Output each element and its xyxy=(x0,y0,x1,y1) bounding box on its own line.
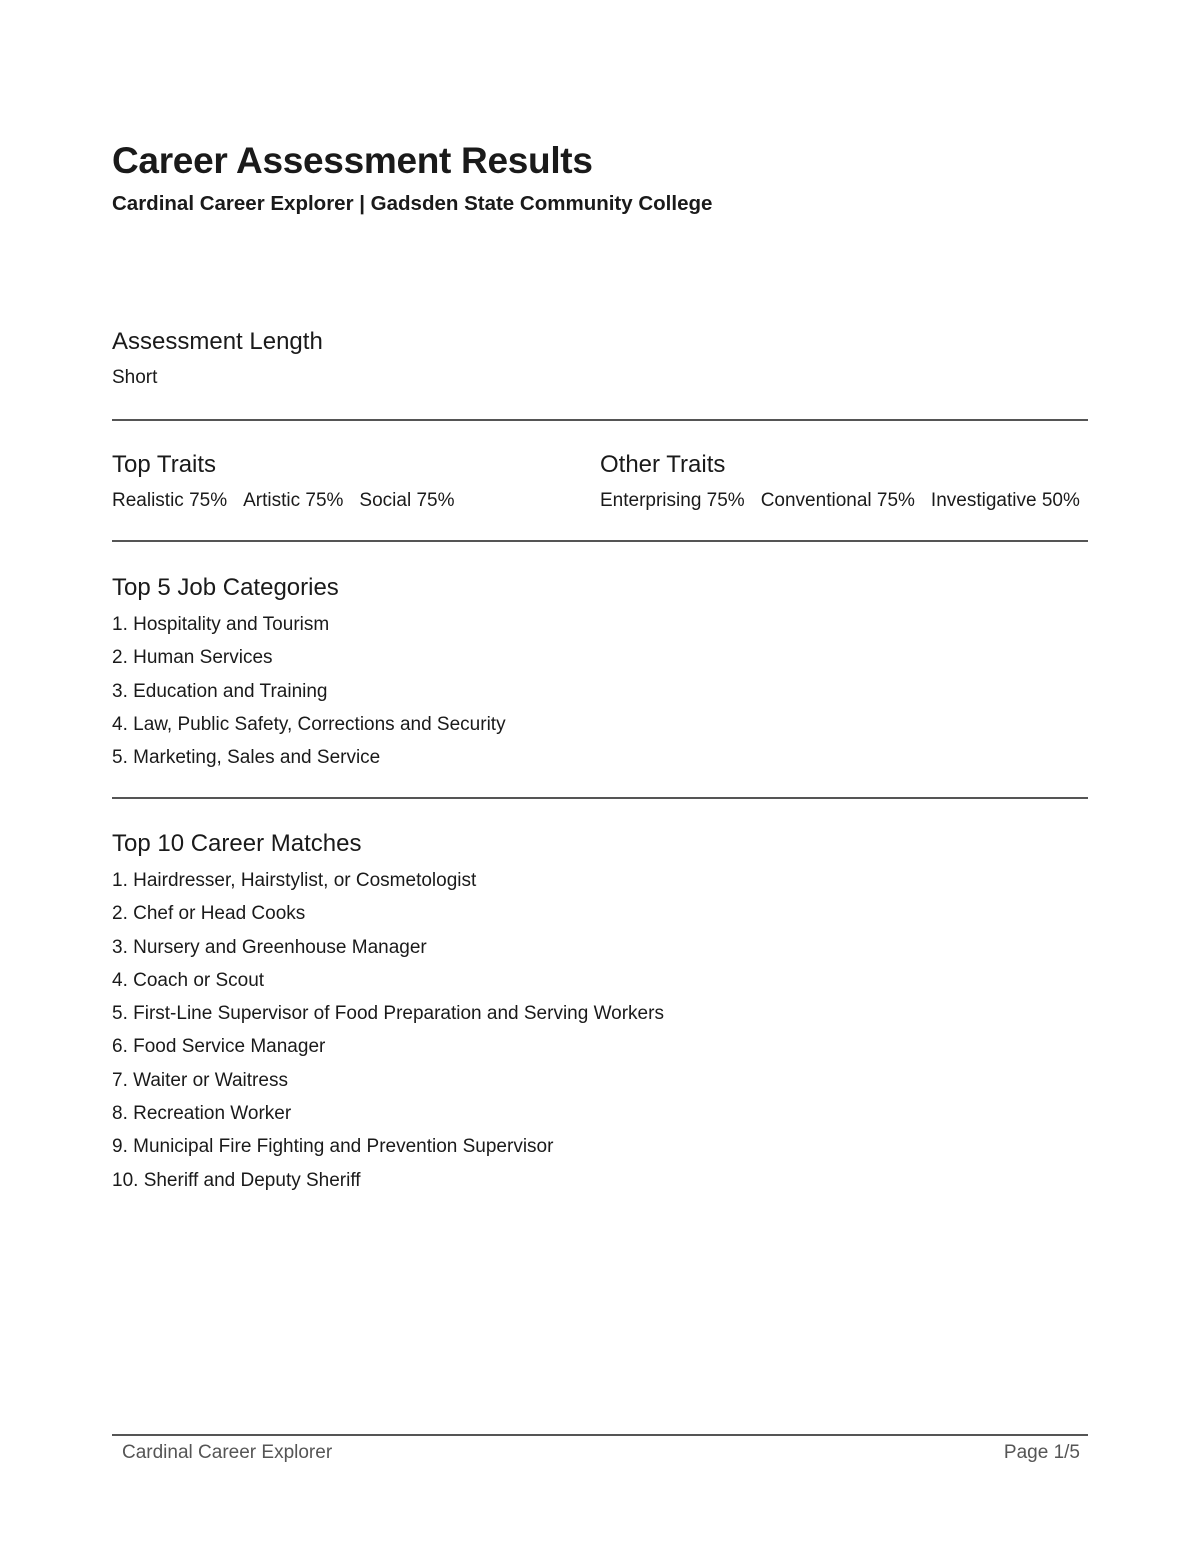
list-item: 3. Nursery and Greenhouse Manager xyxy=(112,936,427,958)
section-divider xyxy=(112,540,1088,542)
job-categories-list xyxy=(112,613,506,779)
list-item: 5. First-Line Supervisor of Food Preparation and Serving Workers xyxy=(112,1003,664,1025)
page-title: Career Assessment Results xyxy=(112,140,593,181)
page-subtitle: Cardinal Career Explorer | Gadsden State Community College xyxy=(112,192,713,215)
assessment-length-value: Short xyxy=(112,367,158,388)
list-item: 2. Chef or Head Cooks xyxy=(112,903,306,925)
list-item: 1. Hairdresser, Hairstylist, or Cosmetologist xyxy=(112,870,477,891)
top-trait-item: Social 75% xyxy=(359,490,455,511)
footer-app-name: Cardinal Career Explorer xyxy=(122,1442,333,1463)
section-divider xyxy=(112,419,1088,421)
list-item: 9. Municipal Fire Fighting and Prevention Supervisor xyxy=(112,1136,554,1158)
other-traits-heading: Other Traits xyxy=(600,451,726,478)
job-categories-heading: Top 5 Job Categories xyxy=(112,574,339,601)
other-traits-list xyxy=(600,490,1080,512)
top-trait-item: Artistic 75% xyxy=(243,490,344,511)
career-matches-list xyxy=(112,869,664,1202)
assessment-length-heading: Assessment Length xyxy=(112,328,323,355)
page-number: Page 1/5 xyxy=(1003,1442,1080,1463)
footer-divider xyxy=(112,1434,1088,1436)
list-item: 6. Food Service Manager xyxy=(112,1036,326,1058)
list-item: 4. Law, Public Safety, Corrections and Security xyxy=(112,713,506,735)
list-item: 2. Human Services xyxy=(112,647,273,669)
section-divider xyxy=(112,797,1088,799)
other-trait-item: Enterprising 75% xyxy=(600,490,745,511)
list-item: 3. Education and Training xyxy=(112,680,328,702)
list-item: 10. Sheriff and Deputy Sheriff xyxy=(112,1169,361,1191)
list-item: 8. Recreation Worker xyxy=(112,1103,292,1125)
list-item: 1. Hospitality and Tourism xyxy=(112,614,330,635)
career-matches-heading: Top 10 Career Matches xyxy=(112,830,362,857)
top-traits-list xyxy=(112,490,454,512)
list-item: 7. Waiter or Waitress xyxy=(112,1069,288,1091)
other-trait-item: Investigative 50% xyxy=(930,490,1080,511)
list-item: 5. Marketing, Sales and Service xyxy=(112,747,381,769)
list-item: 4. Coach or Scout xyxy=(112,969,265,991)
top-trait-item: Realistic 75% xyxy=(112,490,228,511)
other-trait-item: Conventional 75% xyxy=(760,490,915,511)
top-traits-heading: Top Traits xyxy=(112,451,217,478)
